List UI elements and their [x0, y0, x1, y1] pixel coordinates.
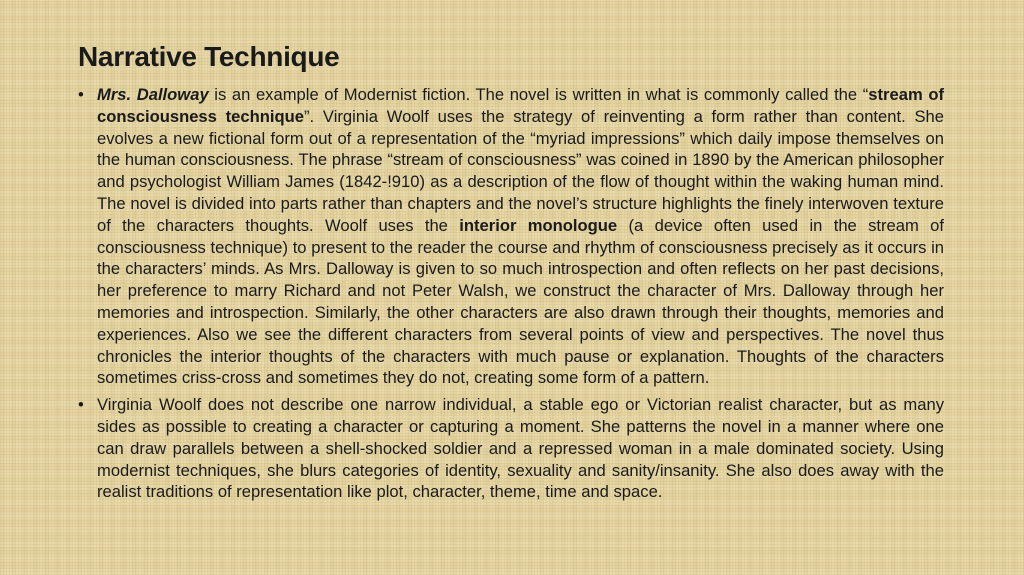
bullet-item-2: [78, 394, 944, 503]
bullet-dot-icon: •: [78, 395, 84, 415]
bullet-dot-icon: •: [78, 85, 84, 104]
bullet-1-segment: ”. Virginia Woolf uses the strategy of reinventing a form rather than content. She evolves a new fictional form out of a representation of the “myriad impressions” which daily impose themselves on the human consciousness. The phrase “stream of consciousness” was coined in 1890 by the American philosopher and psychologist William James (1842-!910) as a description of the flow of thought within the waking human mind. The novel is divided into parts rather than chapters and the novel’s structure highlights the finely interwoven texture of the characters thoughts. Woolf uses the: [97, 106, 945, 235]
bullet-1-segment: (a device often used in the stream of consciousness technique) to present to the reader the course and rhythm of consciousness precisely as it occurs in the characters’ minds. As Mrs. Dalloway is given to so much introspection and often reflects on her past decisions, her preference to marry Richard and not Peter Walsh, we construct the character of Mrs. Dalloway through her memories and introspection. Similarly, the other characters are also drawn through their thoughts, memories and experiences. Also we see the different characters from several points of view and perspectives. The novel thus chronicles the interior thoughts of the characters with much pause or explanation. Thoughts of the characters sometimes criss-cross and sometimes they do not, creating some form of a pattern.: [97, 215, 945, 388]
technique-emphasis: stream of consciousness technique: [97, 85, 944, 126]
bullet-item-1: [78, 84, 944, 389]
device-emphasis: interior monologue: [459, 215, 618, 235]
bullet-list: [78, 84, 944, 503]
bullet-1-segment: is an example of Modernist fiction. The novel is written in what is commonly called the “: [208, 85, 869, 104]
bullet-1-text: [97, 85, 944, 387]
slide-title: Narrative Technique: [78, 41, 340, 72]
novel-title-emphasis: Mrs. Dalloway: [97, 85, 209, 104]
bullet-2-text: Virginia Woolf does not describe one narrow individual, a stable ego or Victorian realist character, but as many sides as possible to creating a character or capturing a moment. She patterns the novel in a manner where one can draw parallels between a shell-shocked soldier and a repressed woman in a male dominated society. Using modernist techniques, she blurs categories of identity, sexuality and sanity/insanity. She also does away with the realist traditions of representation like plot, character, theme, time and space.: [97, 395, 944, 502]
